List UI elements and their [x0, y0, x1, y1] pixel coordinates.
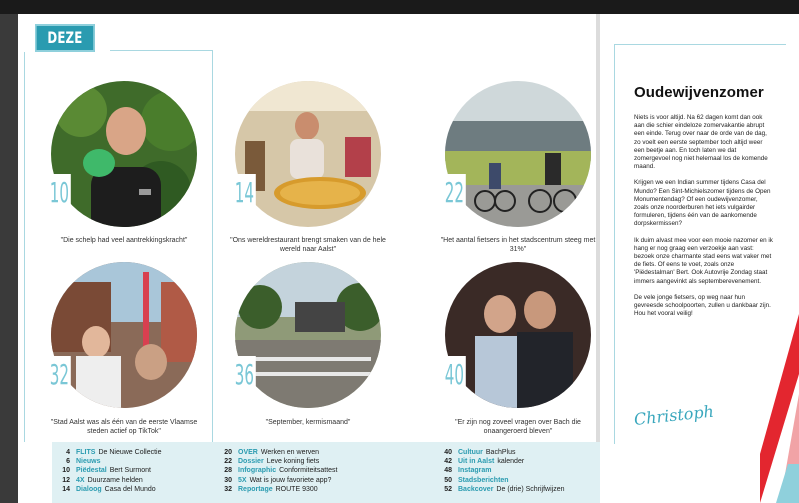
- table-of-contents: [52, 442, 614, 503]
- caption-4: "Stad Aalst was als één van de eerste Vlaamse steden actief op TikTok": [50, 419, 198, 435]
- editorial-frame-top: [614, 44, 786, 45]
- photo-circle-5[interactable]: [235, 262, 381, 408]
- toc-entry[interactable]: 12 4X Duurzame helden: [62, 476, 143, 484]
- photo-circle-6[interactable]: [445, 262, 591, 408]
- photo-circle-3[interactable]: [445, 81, 591, 227]
- caption-5: "September, kermismaand": [265, 419, 351, 426]
- toc-entry[interactable]: 10 Piëdestal Bert Surmont: [62, 467, 151, 475]
- portrait-man-shell-image: [51, 81, 197, 227]
- editorial-paragraph-4: De vele jonge fietsers, op weg naar hun gevreesde schoolpoorten, zullen u dankbaar zijn. Hou het vooral veilig!: [634, 293, 771, 318]
- page-number-4: 32: [48, 356, 71, 394]
- frame-line-side: [212, 50, 213, 442]
- editorial-title: Oudewijvenzomer: [634, 84, 764, 101]
- toc-entry[interactable]: 32 Reportage ROUTE 9300: [224, 485, 318, 493]
- page-number-2: 14: [233, 174, 256, 212]
- toc-entry[interactable]: 50 Stadsberichten: [444, 476, 509, 484]
- toc-entry[interactable]: 40 Cultuur BachPlus: [444, 449, 516, 456]
- viewer-side-strip: [0, 14, 18, 503]
- frame-line-top: [110, 50, 212, 51]
- toc-entry[interactable]: 14 Dialoog Casa del Mundo: [62, 485, 156, 493]
- toc-entry[interactable]: 30 5X Wat is jouw favoriete app?: [224, 476, 332, 484]
- caption-3: "Het aantal fietsers in het stadscentrum steeg met 31%": [440, 237, 596, 253]
- page-number-6: 40: [443, 356, 466, 394]
- caption-6: "Er zijn nog zoveel vragen over Bach die onaangeroerd bleven": [455, 419, 581, 435]
- toc-column-2: [216, 448, 337, 494]
- toc-entry[interactable]: 6 Nieuws: [66, 458, 101, 466]
- toc-column-1: [54, 448, 161, 494]
- toc-column-3: [436, 448, 565, 494]
- editorial-paragraph-3: Ik duim alvast mee voor een mooie nazomer en ik hang er nog graag een verzoekje aan vast: bezoek onze charmante stad eens wat vaker met de fiets. Of eens te voet, zoals onze 'Piëdestalman' Bert. Ook Autovrije Zondag staat immers aangevinkt als septemberevenement.: [634, 236, 773, 285]
- decorative-stripes: [760, 314, 799, 503]
- editorial-page: [600, 14, 799, 503]
- photo-circle-4[interactable]: [51, 262, 197, 408]
- toc-entry[interactable]: 42 Uit in Aalst kalender: [444, 458, 525, 466]
- editorial-body: [634, 114, 774, 326]
- photo-circle-1[interactable]: [51, 81, 197, 227]
- paella-cook-image: [235, 81, 381, 227]
- section-badge: DEZE MAAND: [35, 24, 95, 52]
- toc-entry[interactable]: 48 Instagram: [444, 467, 492, 475]
- photo-circle-2[interactable]: [235, 81, 381, 227]
- caption-1: "Die schelp had veel aantrekkingskracht": [60, 237, 188, 244]
- toc-entry[interactable]: 52 Backcover De (drie) Schrijfwijzen: [444, 485, 565, 493]
- toc-entry[interactable]: 4 FLITS De Nieuwe Collectie: [66, 449, 162, 456]
- viewer-top-bar: [0, 0, 799, 14]
- page-number-3: 22: [443, 174, 466, 212]
- cyclists-image: [445, 81, 591, 227]
- toc-entry[interactable]: 20 OVER Werken en werven: [224, 449, 320, 456]
- kermis-crowd-image: [235, 262, 381, 408]
- contents-page: [18, 14, 596, 503]
- tiktok-selfie-image: [51, 262, 197, 408]
- signature: Christoph: [633, 401, 715, 429]
- two-men-portrait-image: [445, 262, 591, 408]
- caption-2: "Ons wereldrestaurant brengt smaken van de hele wereld naar Aalst": [230, 237, 386, 253]
- frame-line-left: [24, 52, 25, 442]
- editorial-paragraph-2: Krijgen we een Indian summer tijdens Casa del Mundo? Een Sint-Michielszomer tijdens de Open Monumentendag? Of een oudewijvenzomer, zoals onze noorderburen het iets vulgairder formuleren, tijdens één van de aankomende dorpskermissen?: [634, 179, 771, 228]
- toc-entry[interactable]: 28 Infographic Conformiteitsattest: [224, 467, 338, 475]
- page-number-5: 36: [233, 356, 256, 394]
- editorial-frame-left: [614, 44, 615, 444]
- editorial-paragraph-1: Niets is voor altijd. Na 62 dagen komt dan ook aan die schier eindeloze zomervakantie abrupt een einde. Terug over naar de orde van de dag, zo voelt een eerste september toch altijd weer een beetje aan. En toch laten we dat zomergevoel nog niet helemaal los de komende maand.: [634, 114, 768, 171]
- toc-entry[interactable]: 22 Dossier Leve koning fiets: [224, 458, 320, 466]
- page-number-1: 10: [48, 174, 71, 212]
